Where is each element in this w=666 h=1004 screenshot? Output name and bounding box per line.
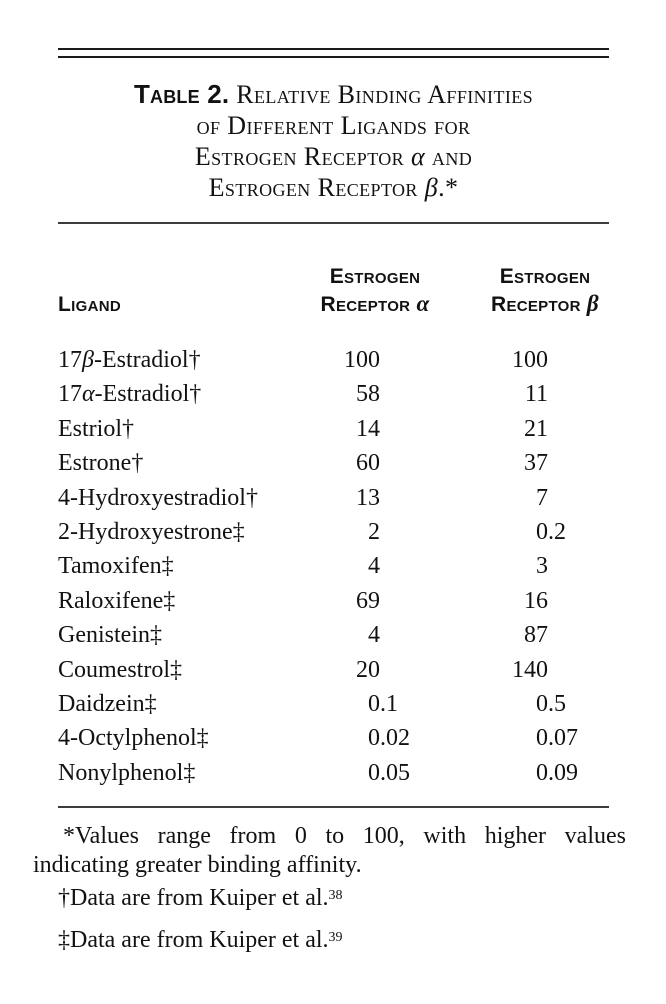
table-row bbox=[58, 481, 609, 515]
top-double-rule bbox=[58, 48, 609, 58]
value-integer-part: 37 bbox=[524, 450, 548, 477]
value-integer-part: 4 bbox=[368, 553, 380, 580]
table-row bbox=[58, 618, 609, 652]
ligand-cell: 17β-Estradiol† bbox=[58, 347, 201, 373]
table-row bbox=[58, 721, 609, 755]
ligand-cell: Estrone† bbox=[58, 450, 144, 477]
header-receptor-alpha-label: Receptor α bbox=[320, 291, 430, 316]
ligand-cell: Coumestrol‡ bbox=[58, 656, 182, 683]
value-integer-part: 0 bbox=[368, 725, 380, 752]
footnote-double-dagger bbox=[33, 926, 651, 955]
table-row bbox=[58, 687, 609, 721]
title-segment: Estrogen Receptor bbox=[208, 173, 425, 202]
value-integer-part: 0 bbox=[368, 759, 380, 786]
footnote-double-dagger-text: ‡Data are from Kuiper et al. bbox=[58, 927, 329, 953]
bottom-rule bbox=[58, 806, 609, 808]
greek-letter: α bbox=[416, 291, 430, 316]
footnote-asterisk-line1: *Values range from 0 to 100, with higher values bbox=[63, 823, 626, 849]
value-integer-part: 0 bbox=[536, 759, 548, 786]
ligand-cell: 2-Hydroxyestrone‡ bbox=[58, 518, 245, 545]
value-fraction-part: .07 bbox=[548, 725, 578, 752]
value-fraction-part: .02 bbox=[380, 725, 410, 752]
value-integer-part: 20 bbox=[356, 656, 380, 683]
footnote-double-dagger-ref: 39 bbox=[328, 930, 343, 945]
value-integer-part: 0 bbox=[536, 518, 548, 545]
value-integer-part: 7 bbox=[536, 484, 548, 511]
value-integer-part: 100 bbox=[344, 347, 380, 373]
value-integer-part: 11 bbox=[524, 381, 548, 408]
table-row bbox=[58, 377, 609, 411]
value-integer-part: 0 bbox=[536, 690, 548, 717]
value-integer-part: 0 bbox=[536, 725, 548, 752]
greek-letter: β bbox=[586, 291, 600, 316]
column-header-er-alpha bbox=[321, 263, 430, 318]
value-integer-part: 58 bbox=[356, 381, 380, 408]
value-integer-part: 140 bbox=[512, 656, 548, 683]
table-row bbox=[58, 584, 609, 618]
value-integer-part: 87 bbox=[524, 622, 548, 649]
ligand-cell: 4-Hydroxyestradiol† bbox=[58, 484, 258, 511]
title-segment: and bbox=[425, 142, 473, 171]
value-fraction-part: .09 bbox=[548, 759, 578, 786]
title-segment: .* bbox=[438, 173, 459, 202]
ligand-cell: Nonylphenol‡ bbox=[58, 759, 196, 786]
value-integer-part: 2 bbox=[368, 518, 380, 545]
table-title-line bbox=[58, 110, 609, 141]
table-title bbox=[58, 79, 609, 203]
greek-letter: β bbox=[82, 347, 94, 373]
table-row bbox=[58, 515, 609, 549]
footnote-dagger bbox=[33, 884, 651, 913]
ligand-cell: Raloxifene‡ bbox=[58, 587, 176, 614]
title-segment: α bbox=[410, 142, 426, 171]
value-integer-part: 3 bbox=[536, 553, 548, 580]
value-fraction-part: .05 bbox=[380, 759, 410, 786]
ligand-cell: Estriol† bbox=[58, 415, 134, 442]
value-fraction-part: .2 bbox=[548, 518, 566, 545]
header-estrogen-label-alpha: Estrogen bbox=[329, 265, 421, 288]
value-integer-part: 16 bbox=[524, 587, 548, 614]
value-integer-part: 69 bbox=[356, 587, 380, 614]
table-row bbox=[58, 446, 609, 480]
value-fraction-part: .1 bbox=[380, 690, 398, 717]
ligand-cell: Tamoxifen‡ bbox=[58, 553, 174, 580]
ligand-cell: 4-Octylphenol‡ bbox=[58, 725, 209, 752]
header-estrogen-label-beta: Estrogen bbox=[499, 265, 591, 288]
title-segment: Relative Binding Affinities bbox=[229, 80, 534, 109]
title-segment: Table 2. bbox=[133, 79, 230, 109]
table-title-line bbox=[58, 141, 609, 172]
ligand-cell: 17α-Estradiol† bbox=[58, 381, 202, 408]
value-integer-part: 100 bbox=[512, 347, 548, 373]
table-title-line bbox=[58, 79, 609, 110]
value-integer-part: 60 bbox=[356, 450, 380, 477]
title-segment: of Different Ligands for bbox=[196, 111, 471, 140]
value-integer-part: 0 bbox=[368, 690, 380, 717]
table-row bbox=[58, 412, 609, 446]
title-segment: β bbox=[424, 173, 439, 202]
column-header-er-beta bbox=[491, 263, 599, 318]
footnote-dagger-text: †Data are from Kuiper et al. bbox=[58, 885, 329, 911]
header-receptor-beta-label: Receptor β bbox=[490, 291, 600, 316]
table-body bbox=[58, 343, 609, 790]
footnote-asterisk-line2: indicating greater binding affinity. bbox=[33, 852, 362, 878]
column-header-ligand: Ligand bbox=[58, 293, 121, 316]
table-title-line bbox=[58, 172, 609, 203]
table-row bbox=[58, 756, 609, 790]
value-integer-part: 13 bbox=[356, 484, 380, 511]
ligand-cell: Daidzein‡ bbox=[58, 690, 157, 717]
table-row bbox=[58, 343, 609, 377]
greek-letter: α bbox=[82, 381, 95, 408]
value-integer-part: 4 bbox=[368, 622, 380, 649]
value-fraction-part: .5 bbox=[548, 690, 566, 717]
table-row bbox=[58, 653, 609, 687]
value-integer-part: 14 bbox=[356, 415, 380, 442]
ligand-cell: Genistein‡ bbox=[58, 622, 162, 649]
table-row bbox=[58, 549, 609, 583]
footnote-dagger-ref: 38 bbox=[328, 888, 343, 903]
title-divider-rule bbox=[58, 222, 609, 224]
title-segment: Estrogen Receptor bbox=[194, 142, 411, 171]
value-integer-part: 21 bbox=[524, 415, 548, 442]
table-header bbox=[58, 262, 609, 318]
